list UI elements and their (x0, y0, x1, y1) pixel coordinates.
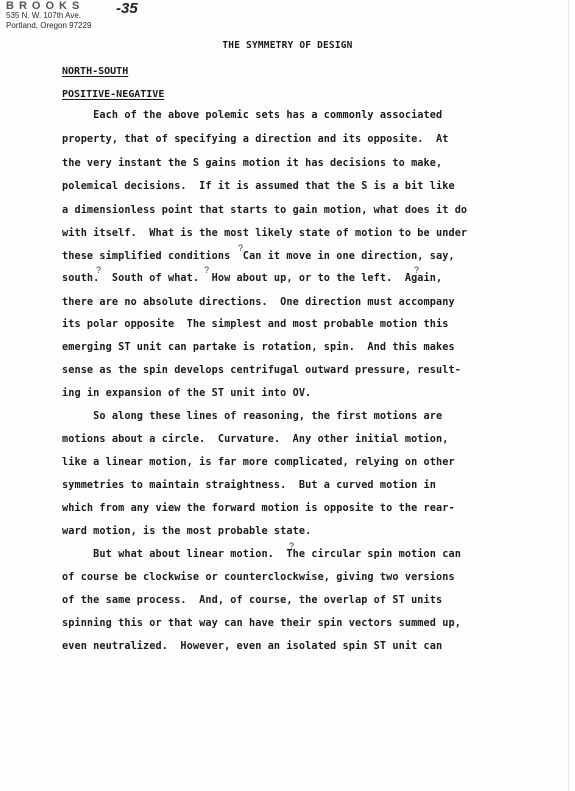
text-line: emerging ST unit can partake is rotation, spin. And this makes (62, 342, 455, 353)
text-line: which from any view the forward motion is opposite to the rear- (62, 503, 455, 514)
page-edge (568, 0, 569, 791)
text-line: these simplified conditions Can it move in one direction, say, (62, 251, 455, 262)
text-line: the very instant the S gains motion it has decisions to make, (62, 158, 443, 169)
text-line: Each of the above polemic sets has a commonly associated (62, 110, 443, 121)
section-heading: NORTH-SOUTH (62, 66, 129, 77)
handwritten-question-mark: ? (289, 541, 295, 551)
text-line: spinning this or that way can have their spin vectors summed up, (62, 618, 461, 629)
text-line: south. South of what. How about up, or to the left. Again, (62, 273, 443, 284)
text-line: symmetries to maintain straightness. But a curved motion in (62, 480, 437, 491)
stamp-city: Portland, Oregon 97229 (6, 21, 92, 30)
stamp-address: 535 N. W. 107th Ave. (6, 11, 82, 20)
text-line: a dimensionless point that starts to gain motion, what does it do (62, 205, 468, 216)
handwritten-page-note: -35 (116, 0, 138, 17)
text-line: polemical decisions. If it is assumed that the S is a bit like (62, 181, 455, 192)
stamp-name: BROOKS (6, 0, 85, 12)
text-line: ing in expansion of the ST unit into OV. (62, 388, 312, 399)
text-line: sense as the spin develops centrifugal outward pressure, result- (62, 365, 461, 376)
section-heading: POSITIVE-NEGATIVE (62, 89, 165, 100)
text-line: But what about linear motion. The circular spin motion can (62, 549, 461, 560)
address-stamp (6, 1, 91, 31)
text-line: So along these lines of reasoning, the first motions are (62, 411, 443, 422)
handwritten-question-mark: ? (96, 265, 102, 275)
handwritten-question-mark: ? (414, 265, 420, 275)
text-line: even neutralized. However, even an isolated spin ST unit can (62, 641, 443, 652)
text-line: of the same process. And, of course, the overlap of ST units (62, 595, 443, 606)
text-line: there are no absolute directions. One direction must accompany (62, 297, 455, 308)
text-line: like a linear motion, is far more complicated, relying on other (62, 457, 455, 468)
text-line: of course be clockwise or counterclockwise, giving two versions (62, 572, 455, 583)
text-line: ward motion, is the most probable state. (62, 526, 312, 537)
text-line: with itself. What is the most likely state of motion to be under (62, 228, 468, 239)
handwritten-question-mark: ? (238, 243, 244, 253)
handwritten-question-mark: ? (204, 265, 210, 275)
text-line: property, that of specifying a direction and its opposite. At (62, 134, 449, 145)
document-title: THE SYMMETRY OF DESIGN (222, 40, 353, 51)
text-line: motions about a circle. Curvature. Any other initial motion, (62, 434, 449, 445)
text-line: its polar opposite The simplest and most probable motion this (62, 319, 449, 330)
